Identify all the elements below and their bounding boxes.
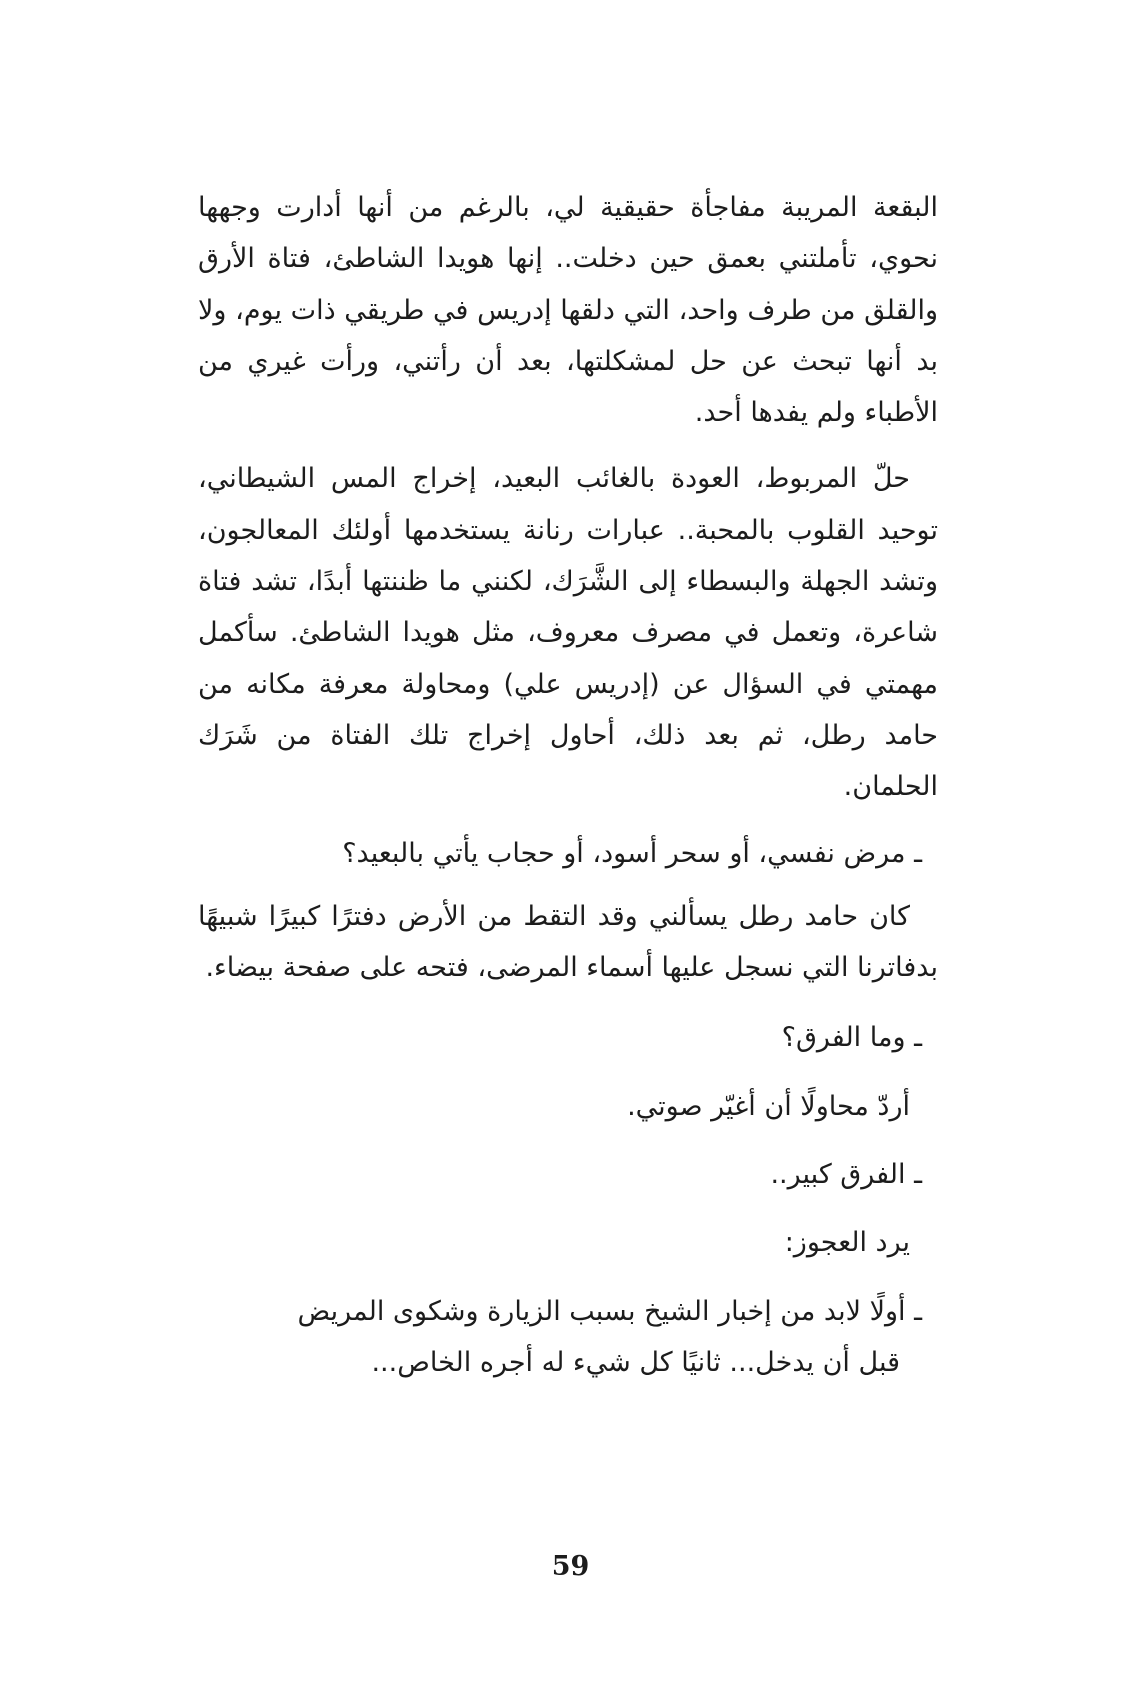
dialogue-first-second — [198, 1286, 938, 1389]
dialogue-second-line: قبل أن يدخل... ثانيًا كل شيء له أجره الخاص... — [371, 1346, 900, 1378]
dialogue-big-difference: ـ الفرق كبير.. — [770, 1159, 922, 1191]
body-text — [198, 182, 938, 1388]
narration-reply: أردّ محاولًا أن أغيّر صوتي. — [627, 1090, 910, 1122]
dialogue-what-difference: ـ وما الفرق؟ — [781, 1022, 922, 1054]
paragraph-notebook: كان حامد رطل يسألني وقد التقط من الأرض دفترًا كبيرًا شبيهًا بدفاترنا التي نسجل عليها أسماء المرضى، فتحه على صفحة بيضاء. — [198, 900, 938, 984]
dialogue-question: ـ مرض نفسي، أو سحر أسود، أو حجاب يأتي بالبعيد؟ — [342, 837, 922, 869]
page-number: 59 — [551, 1551, 590, 1582]
dialogue-first-line: ـ أولًا لابد من إخبار الشيخ بسبب الزيارة وشكوى المريض — [297, 1295, 922, 1327]
paragraph-phrases: حلّ المربوط، العودة بالغائب البعيد، إخراج المس الشيطاني، توحيد القلوب بالمحبة.. عبارات رنانة يستخدمها أولئك المعالجون، وتشد الجهلة والبسطاء إلى الشَّرَك، لكنني ما ظننتها أبدًا، تشد فتاة شاعرة، وتعمل في مصرف معروف، مثل هويدا الشاطئ. سأكمل مهمتي في السؤال عن (إدريس علي) ومحاولة معرفة مكانه من حامد رطل، ثم بعد ذلك، أحاول إخراج تلك الفتاة من شَرَك الحلمان. — [198, 463, 938, 803]
narration-old-man: يرد العجوز: — [784, 1227, 910, 1259]
paragraph-intro: البقعة المريبة مفاجأة حقيقية لي، بالرغم من أنها أدارت وجهها نحوي، تأملتني بعمق حين دخلت.. إنها هويدا الشاطئ، فتاة الأرق والقلق من طرف واحد، التي دلقها إدريس في طريقي ذات يوم، ولا بد أنها تبحث عن حل لمشكلتها، بعد أن رأتني، ورأت غيري من الأطباء ولم يفدها أحد. — [198, 192, 938, 429]
